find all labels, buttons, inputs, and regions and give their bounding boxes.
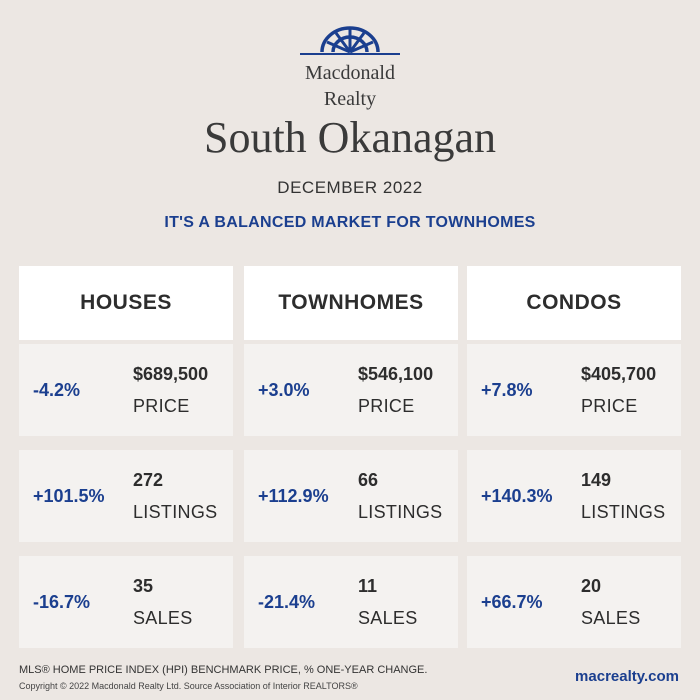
listings-label: LISTINGS: [358, 502, 443, 522]
price-value: $405,700: [581, 364, 657, 384]
copyright-notice: Copyright © 2022 Macdonald Realty Ltd. Source Association of Interior REALTORS®: [19, 681, 358, 691]
houses-price-card: [19, 344, 233, 436]
listings-value: 272: [133, 470, 164, 490]
sales-label: SALES: [581, 608, 641, 628]
sales-value: 35: [133, 576, 154, 596]
sales-change: -16.7%: [33, 591, 91, 612]
houses-listings-card: [19, 450, 233, 542]
brand-logo: [0, 24, 700, 110]
condos-sales-card: [467, 556, 681, 648]
townhomes-price-card: [244, 344, 458, 436]
website-link[interactable]: macrealty.com: [575, 668, 679, 685]
column-header-townhomes: TOWNHOMES: [244, 266, 458, 340]
listings-change: +140.3%: [481, 485, 553, 506]
price-change: -4.2%: [33, 379, 81, 400]
price-change: +7.8%: [481, 379, 533, 400]
price-value: $546,100: [358, 364, 434, 384]
price-label: PRICE: [133, 396, 190, 416]
price-label: PRICE: [358, 396, 415, 416]
brand-name-line1: Macdonald: [305, 62, 395, 84]
price-change: +3.0%: [258, 379, 310, 400]
sales-change: +66.7%: [481, 591, 543, 612]
column-header-condos: CONDOS: [467, 266, 681, 340]
sales-label: SALES: [358, 608, 418, 628]
sales-value: 11: [358, 576, 378, 596]
report-period: DECEMBER 2022: [277, 178, 423, 197]
townhomes-listings-card: [244, 450, 458, 542]
listings-label: LISTINGS: [581, 502, 666, 522]
listings-value: 66: [358, 470, 379, 490]
column-header-houses: HOUSES: [19, 266, 233, 340]
market-tagline: IT'S A BALANCED MARKET FOR TOWNHOMES: [164, 214, 536, 231]
listings-change: +112.9%: [258, 485, 329, 506]
page-title: South Okanagan: [203, 113, 497, 162]
townhomes-sales-card: [244, 556, 458, 648]
sales-value: 20: [581, 576, 602, 596]
hpi-footnote: MLS® HOME PRICE INDEX (HPI) BENCHMARK PRICE, % ONE-YEAR CHANGE.: [19, 664, 428, 676]
price-value: $689,500: [133, 364, 209, 384]
listings-change: +101.5%: [33, 485, 105, 506]
condos-listings-card: [467, 450, 681, 542]
sales-label: SALES: [133, 608, 193, 628]
listings-value: 149: [581, 470, 612, 490]
listings-label: LISTINGS: [133, 502, 218, 522]
brand-name-line2: Realty: [323, 88, 377, 110]
sales-change: -21.4%: [258, 591, 316, 612]
houses-sales-card: [19, 556, 233, 648]
price-label: PRICE: [581, 396, 638, 416]
condos-price-card: [467, 344, 681, 436]
sunburst-arch-logo-icon: [300, 24, 400, 58]
